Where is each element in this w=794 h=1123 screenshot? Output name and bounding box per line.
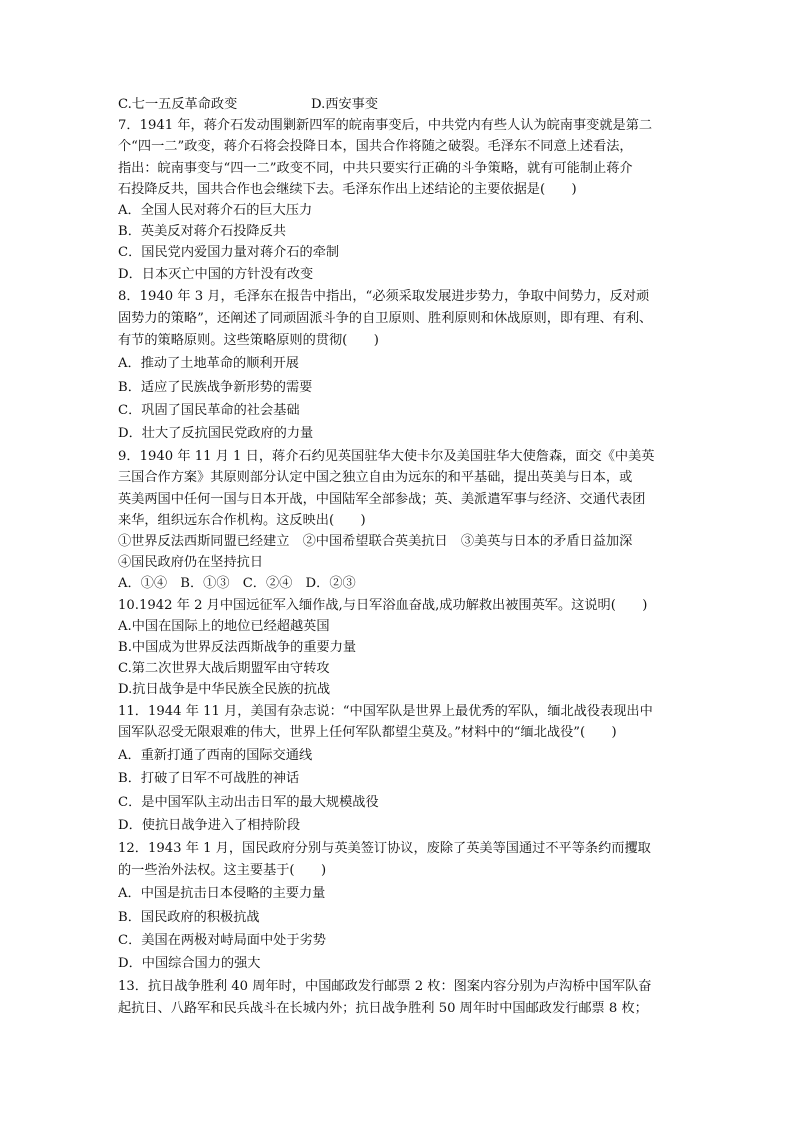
q8-stem-line: 有节的策略原则。这些策略原则的贯彻( )	[118, 333, 379, 349]
q6-option-d: D.西安事变	[311, 97, 379, 112]
exam-page	[118, 94, 678, 1020]
q10-option-d: D.抗日战争是中华民族全民族的抗战	[118, 682, 331, 698]
q12-stem-line: 12．1943 年 1 月，国民政府分别与英美签订协议，废除了英美等国通过不平等条约而攫取	[118, 840, 651, 856]
q10-option-b: B.中国成为世界反法西斯战争的重要力量	[118, 640, 357, 656]
q13-stem-line: 13．抗日战争胜利 40 周年时，中国邮政发行邮票 2 枚：图案内容分别为卢沟桥中国军队奋	[118, 979, 652, 995]
q7-stem-line: 石投降反共，国共合作也会继续下去。毛泽东作出上述结论的主要依据是( )	[118, 181, 577, 197]
q8-option-a: A．推动了土地革命的顺利开展	[118, 356, 299, 372]
q11-option-a: A．重新打通了西南的国际交通线	[118, 748, 313, 764]
q8-option-d: D．壮大了反抗国民党政府的力量	[118, 426, 314, 442]
q9-stem-line: 来华，组织远东合作机构。这反映出( )	[118, 512, 366, 528]
q7-stem-line: 个“四一二”政变，蒋介石将会投降日本，国共合作将随之破裂。毛泽东不同意上述看法，	[118, 139, 633, 155]
q12-option-a: A．中国是抗击日本侵略的主要力量	[118, 886, 326, 902]
q7-option-a: A．全国人民对蒋介石的巨大压力	[118, 203, 313, 219]
q7-stem-line: 7．1941 年，蒋介石发动围剿新四军的皖南事变后，中共党内有些人认为皖南事变就是第二	[118, 118, 653, 134]
question-7	[118, 115, 678, 285]
question-8	[118, 286, 678, 444]
question-10	[118, 595, 678, 701]
q7-option-d: D．日本灭亡中国的方针没有改变	[118, 266, 314, 282]
q8-option-b: B．适应了民族战争新形势的需要	[118, 379, 313, 395]
q13-stem-line: 起抗日、八路军和民兵战斗在长城内外；抗日战争胜利 50 周年时中国邮政发行邮票 8 枚；	[118, 1001, 648, 1017]
q9-statement-line: ④国民政府仍在坚持抗日	[118, 555, 264, 571]
q6-options-row	[118, 94, 678, 115]
question-9	[118, 446, 678, 594]
q12-option-c: C．美国在两极对峙局面中处于劣势	[118, 932, 326, 948]
q12-stem-line: 的一些治外法权。这主要基于( )	[118, 863, 327, 879]
q9-stem-line: 三国合作方案》其原则部分认定中国之独立自由为远东的和平基础，提出英美与日本，或	[118, 470, 633, 486]
q11-option-d: D．使抗日战争进入了相持阶段	[118, 817, 301, 833]
q8-stem-line: 8．1940 年 3 月，毛泽东在报告中指出，“必须采取发展进步势力，争取中间势力，反对顽	[118, 288, 650, 304]
q7-stem-line: 指出：皖南事变与“四一二”政变不同，中共只要实行正确的斗争策略，就有可能制止蒋介	[118, 160, 633, 176]
q11-option-c: C．是中国军队主动出击日军的最大规模战役	[118, 794, 379, 810]
q10-option-a: A.中国在国际上的地位已经超越英国	[118, 618, 330, 634]
q9-stem-line: 英美两国中任何一国与日本开战，中国陆军全部参战；英、美派遣军事与经济、交通代表团	[118, 491, 646, 507]
question-12	[118, 838, 678, 974]
q11-stem-line: 11．1944 年 11 月，美国有杂志说：“中国军队是世界上最优秀的军队，缅北战役表现出中	[118, 703, 653, 719]
q12-option-b: B．国民政府的积极抗战	[118, 909, 260, 925]
q10-option-c: C.第二次世界大战后期盟军由守转攻	[118, 661, 330, 677]
q11-stem-line: 国军队忍受无限艰难的伟大，世界上任何军队都望尘莫及。”材料中的“缅北战役”( )	[118, 724, 617, 740]
question-13	[118, 976, 678, 1019]
q9-stem-line: 9．1940 年 11 月 1 日，蒋介石约见英国驻华大使卡尔及美国驻华大使詹森，面交《中美英	[118, 449, 655, 465]
q9-statement-line: ①世界反法西斯同盟已经建立 ②中国希望联合英美抗日 ③美英与日本的矛盾日益加深	[118, 534, 633, 550]
q6-option-c: C.七一五反革命政变	[118, 97, 238, 112]
q12-option-d: D．中国综合国力的强大	[118, 955, 261, 971]
q10-stem-line: 10.1942 年 2 月中国远征军入缅作战,与日军浴血奋战,成功解救出被围英军。这说明( )	[118, 597, 648, 613]
q8-stem-line: 固势力的策略”，还阐述了同顽固派斗争的自卫原则、胜利原则和休战原则，即有理、有利、	[118, 311, 653, 327]
q9-options: A．①④ B．①③ C．②④ D．②③	[118, 576, 356, 592]
q8-option-c: C．巩固了国民革命的社会基础	[118, 402, 300, 418]
q7-option-b: B．英美反对蒋介石投降反共	[118, 224, 286, 240]
q11-option-b: B．打破了日军不可战胜的神话	[118, 771, 300, 787]
question-11	[118, 701, 678, 836]
q7-option-c: C．国民党内爱国力量对蒋介石的牵制	[118, 245, 340, 261]
